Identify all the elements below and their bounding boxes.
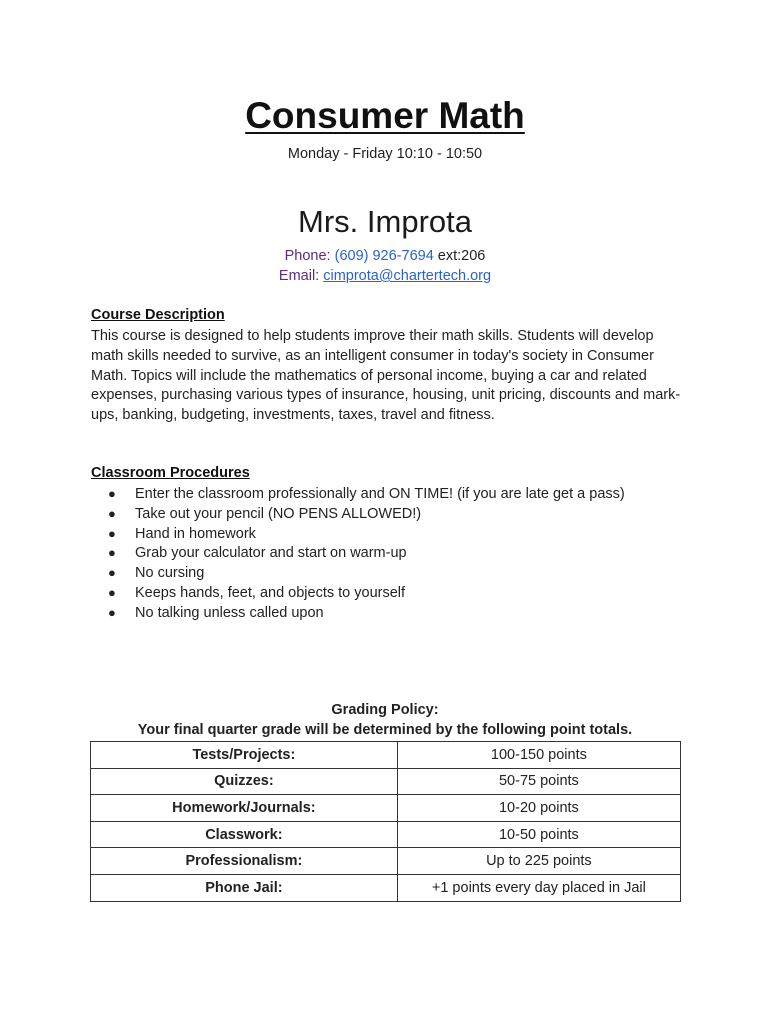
grade-points: 50-75 points <box>397 768 680 795</box>
description-line: expenses, purchasing various types of insurance, housing, unit pricing, discounts and mark- <box>91 387 681 404</box>
table-row <box>91 742 681 769</box>
email-label: Email: <box>278 268 324 284</box>
table-row <box>91 821 681 848</box>
grade-category: Tests/Projects: <box>91 742 398 769</box>
grading-policy-title: Grading Policy: <box>331 702 439 718</box>
grade-category: Phone Jail: <box>91 874 398 901</box>
bullet-icon: ● <box>108 486 116 501</box>
description-line: This course is designed to help students improve their math skills. Students will develop <box>91 328 654 344</box>
phone-number[interactable]: (609) 926-7694 <box>334 248 434 264</box>
bullet-icon: ● <box>108 604 116 620</box>
list-item <box>108 563 625 583</box>
grading-table <box>90 741 681 902</box>
grade-category: Professionalism: <box>91 848 398 875</box>
bullet-icon: ● <box>108 525 116 541</box>
email-line <box>0 268 770 284</box>
table-row <box>91 848 681 875</box>
grading-policy-subtitle: Your final quarter grade will be determined by the following point totals. <box>137 722 633 738</box>
table-row <box>91 768 681 795</box>
list-item-text: Take out your pencil (NO PENS ALLOWED!) <box>135 505 422 522</box>
list-item <box>108 484 625 504</box>
teacher-name: Mrs. Improta <box>298 204 472 239</box>
course-description-heading: Course Description <box>91 307 225 323</box>
table-row <box>91 795 681 822</box>
description-line: math skills needed to survive, as an intelligent consumer in today's society in Consumer <box>91 347 654 364</box>
bullet-icon: ● <box>108 584 116 600</box>
description-line: ups, banking, budgeting, investments, taxes, travel and fitness. <box>91 407 495 424</box>
list-item <box>108 603 625 623</box>
list-item <box>108 524 625 544</box>
table-row <box>91 874 681 901</box>
bullet-icon: ● <box>108 565 116 581</box>
list-item <box>108 543 625 563</box>
grade-category: Homework/Journals: <box>91 795 398 822</box>
list-item-text: Hand in homework <box>135 525 256 542</box>
course-description-body <box>91 327 681 426</box>
description-line: Math. Topics will include the mathematics of personal income, buying a car and related <box>91 367 647 384</box>
list-item-text: No talking unless called upon <box>135 604 324 621</box>
list-item-text: No cursing <box>135 565 205 582</box>
phone-line <box>0 248 770 264</box>
page-title: Consumer Math <box>245 95 525 136</box>
grade-points: 100-150 points <box>397 742 680 769</box>
bullet-icon: ● <box>108 505 116 521</box>
grade-points: Up to 225 points <box>397 848 680 875</box>
grade-points: 10-20 points <box>397 795 680 822</box>
list-item <box>108 583 625 603</box>
list-item <box>108 504 625 524</box>
grade-points: 10-50 points <box>397 821 680 848</box>
list-item-text: Keeps hands, feet, and objects to yourself <box>135 584 406 601</box>
phone-extension: ext:206 <box>433 248 486 264</box>
list-item-text: Grab your calculator and start on warm-up <box>135 545 407 562</box>
email-link[interactable]: cimprota@chartertech.org <box>323 268 492 284</box>
classroom-procedures-heading: Classroom Procedures <box>91 465 250 481</box>
bullet-icon: ● <box>108 545 116 561</box>
grade-category: Classwork: <box>91 821 398 848</box>
list-item-text: Enter the classroom professionally and ON TIME! (if you are late get a pass) <box>135 486 625 502</box>
classroom-procedures-list <box>108 484 625 623</box>
class-schedule: Monday - Friday 10:10 - 10:50 <box>287 146 483 162</box>
grade-points: +1 points every day placed in Jail <box>397 874 680 901</box>
grade-category: Quizzes: <box>91 768 398 795</box>
phone-label: Phone: <box>284 248 335 264</box>
